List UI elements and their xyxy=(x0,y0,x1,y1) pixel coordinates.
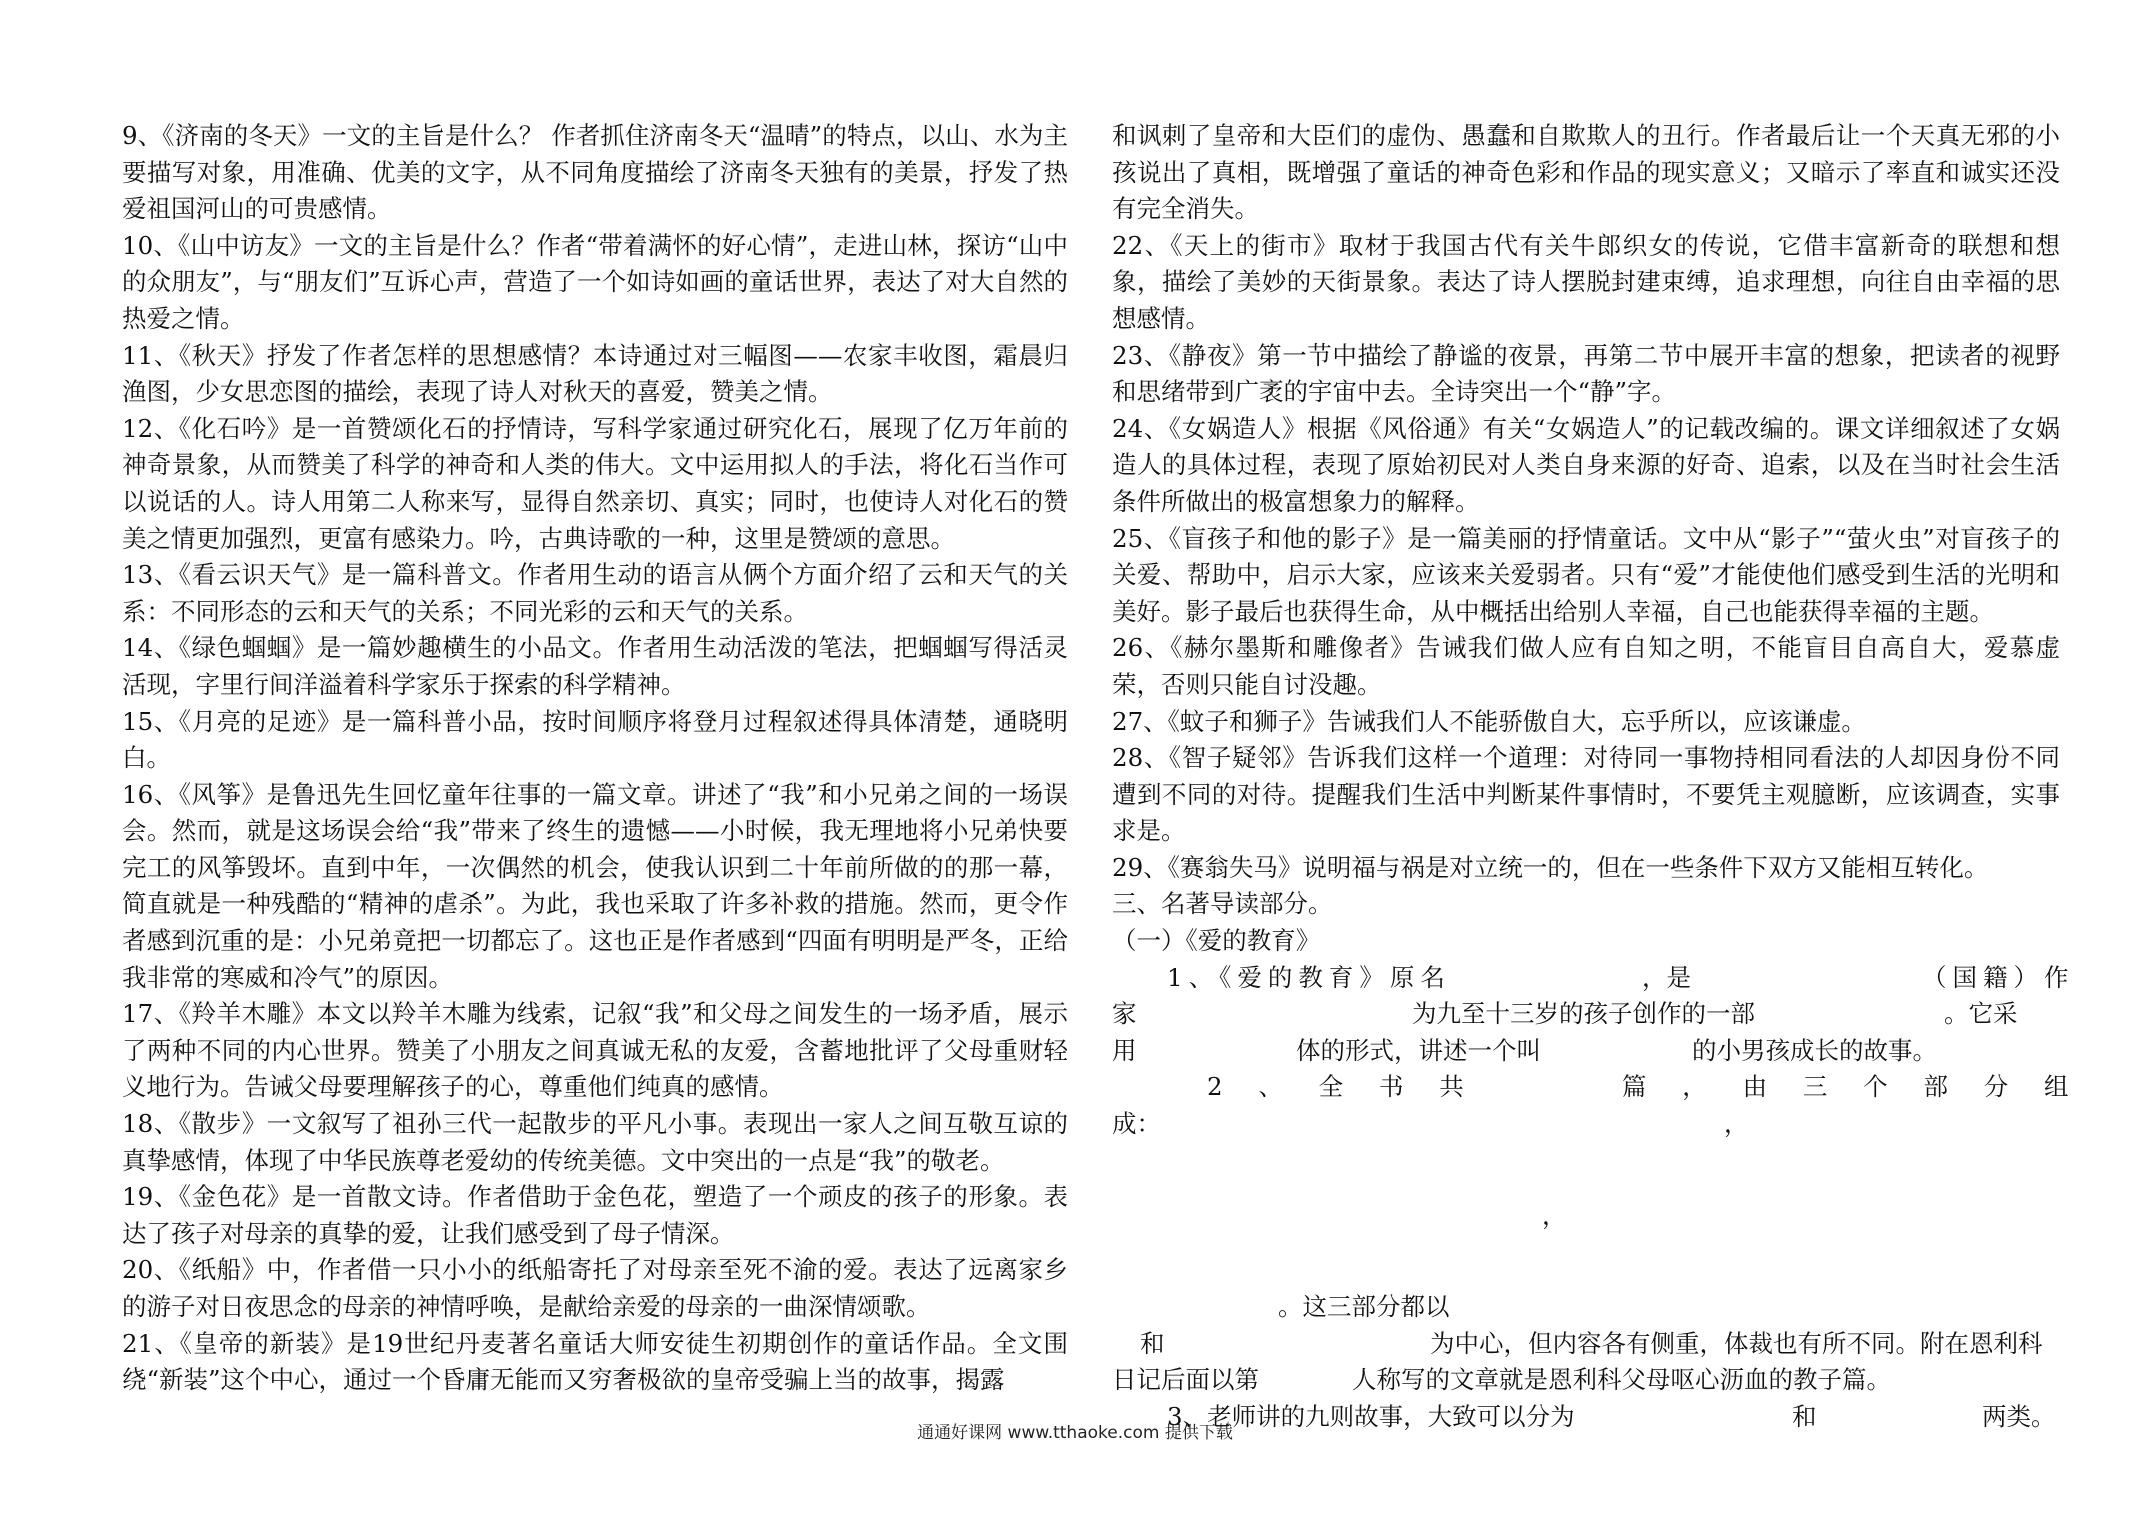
paragraph-20: 20、《纸船》中，作者借一只小小的纸船寄托了对母亲至死不渝的爱。表达了远离家乡的游子对日夜思念的母亲的神情呼唤，是献给亲爱的母亲的一曲深情颂歌。 xyxy=(122,1255,1068,1321)
q3-line-1: 3、老师讲的九则故事，大致可以分为 和 两类。 xyxy=(1167,1402,2056,1431)
q2-line-3: ， xyxy=(1542,1200,1567,1230)
q1-line-3: 用 体的形式，讲述一个叫 的小男孩成长的故事。 xyxy=(1112,1035,1937,1065)
q1-line-1: 1、《爱的教育》原名 ，是 （国籍）作 xyxy=(1167,962,2075,992)
paragraph-21: 21、《皇帝的新装》是19世纪丹麦著名童话大师安徒生初期创作的童话作品。全文围绕“新装”这个中心，通过一个昏庸无能而又穷奢极欲的皇帝受骗上当的故事，揭露 xyxy=(122,1328,1068,1395)
paragraph-14: 14、《绿色蝈蝈》是一篇妙趣横生的小品文。作者用生动活泼的笔法，把蝈蝈写得活灵活现，字里行间洋溢着科学家乐于探索的科学精神。 xyxy=(122,633,1068,699)
paragraph-21-continued: 和讽刺了皇帝和大臣们的虚伪、愚蠢和自欺欺人的丑行。作者最后让一个天真无邪的小孩说出了真相，既增强了童话的神奇色彩和作品的现实意义；又暗示了率直和诚实还没有完全消失。 xyxy=(1112,121,2060,224)
paragraph-19: 19、《金色花》是一首散文诗。作者借助于金色花，塑造了一个顽皮的孩子的形象。表达了孩子对母亲的真挚的爱，让我们感受到了母子情深。 xyxy=(122,1182,1068,1248)
left-column xyxy=(122,118,1068,1399)
q2-line-5: 和 为中心，但内容各有侧重，体裁也有所不同。附在恩利科 xyxy=(1140,1328,2043,1358)
page-footer: 通通好课网 www.tthaoke.com 提供下载 xyxy=(917,1423,1233,1443)
paragraph-22: 22、《天上的街市》取材于我国古代有关牛郎织女的传说，它借丰富新奇的联想和想象，描绘了美妙的天街景象。表达了诗人摆脱封建束缚，追求理想，向往自由幸福的思想感情。 xyxy=(1112,230,2060,333)
paragraph-26: 26、《赫尔墨斯和雕像者》告诫我们做人应有自知之明，不能盲目自高自大，爱慕虚荣，否则只能自讨没趣。 xyxy=(1112,633,2060,699)
paragraph-10: 10、《山中访友》一文的主旨是什么？作者“带着满怀的好心情”，走进山林，探访“山中的众朋友”，与“朋友们”互诉心声，营造了一个如诗如画的童话世界，表达了对大自然的热爱之情。 xyxy=(122,230,1068,333)
q2-line-2: 成： ， xyxy=(1112,1109,1749,1139)
paragraph-16: 16、《风筝》是鲁迅先生回忆童年往事的一篇文章。讲述了“我”和小兄弟之间的一场误会。然而，就是这场误会给“我”带来了终生的遗憾——小时候，我无理地将小兄弟快要完工的风筝毁坏。直到中年，一次偶然的机会，使我认识到二十年前所做的的那一幕，简直就是一种残酷的“精神的虐杀”。为此，我也采取了许多补救的措施。然而，更令作者感到沉重的是：小兄弟竟把一切都忘了。这也正是作者感到“四面有明明是严冬，正给我非常的寒威和冷气”的原因。 xyxy=(122,779,1068,992)
paragraph-15: 15、《月亮的足迹》是一篇科普小品，按时间顺序将登月过程叙述得具体清楚，通晓明白。 xyxy=(122,706,1068,773)
paragraph-13: 13、《看云识天气》是一篇科普文。作者用生动的语言从俩个方面介绍了云和天气的关系：不同形态的云和天气的关系；不同光彩的云和天气的关系。 xyxy=(122,560,1068,626)
right-column xyxy=(1112,118,2083,1436)
paragraph-12: 12、《化石吟》是一首赞颂化石的抒情诗，写科学家通过研究化石，展现了亿万年前的神奇景象，从而赞美了科学的神奇和人类的伟大。文中运用拟人的手法，将化石当作可以说话的人。诗人用第二人称来写，显得自然亲切、真实；同时，也使诗人对化石的赞美之情更加强烈，更富有感染力。吟，古典诗歌的一种，这里是赞颂的意思。 xyxy=(122,413,1068,553)
q2-line-1: 2 、 全 书 共 篇 ， 由 三 个 部 分 组 xyxy=(1207,1072,2083,1102)
sub-heading: （一）《爱的教育》 xyxy=(1112,926,1321,956)
q2-line-6: 日记后面以第 人称写的文章就是恩利科父母呕心沥血的教子篇。 xyxy=(1112,1365,1891,1395)
paragraph-17: 17、《羚羊木雕》本文以羚羊木雕为线索，记叙“我”和父母之间发生的一场矛盾，展示了两种不同的内心世界。赞美了小朋友之间真诚无私的友爱，含蓄地批评了父母重财轻义地行为。告诫父母要理解孩子的心，尊重他们纯真的感情。 xyxy=(122,999,1068,1102)
paragraph-25: 25、《盲孩子和他的影子》是一篇美丽的抒情童话。文中从“影子”“萤火虫”对盲孩子的关爱、帮助中，启示大家，应该来关爱弱者。只有“爱”才能使他们感受到生活的光明和美好。影子最后也获得生命，从中概括出给别人幸福，自己也能获得幸福的主题。 xyxy=(1112,523,2060,626)
paragraph-18: 18、《散步》一文叙写了祖孙三代一起散步的平凡小事。表现出一家人之间互敬互谅的真挚感情，体现了中华民族尊老爱幼的传统美德。文中突出的一点是“我”的敬老。 xyxy=(122,1109,1068,1175)
section-heading: 三、名著导读部分。 xyxy=(1112,889,1333,919)
q1-line-2: 家 为九至十三岁的孩子创作的一部 。它采 xyxy=(1112,999,2018,1029)
paragraph-27: 27、《蚊子和狮子》告诫我们人不能骄傲自大，忘乎所以，应该谦虚。 xyxy=(1112,706,1866,736)
paragraph-9: 9、《济南的冬天》一文的主旨是什么？ 作者抓住济南冬天“温晴”的特点，以山、水为主要描写对象，用准确、优美的文字，从不同角度描绘了济南冬天独有的美景，抒发了热爱祖国河山的可贵感情。 xyxy=(122,121,1068,224)
question-2 xyxy=(1112,1069,2083,1399)
paragraph-29: 29、《赛翁失马》说明福与祸是对立统一的，但在一些条件下双方又能相互转化。 xyxy=(1112,852,1989,882)
paragraph-24: 24、《女娲造人》根据《风俗通》有关“女娲造人”的记载改编的。课文详细叙述了女娲造人的具体过程，表现了原始初民对人类自身来源的好奇、追索，以及在当时社会生活条件所做出的极富想象力的解释。 xyxy=(1112,413,2060,516)
paragraph-23: 23、《静夜》第一节中描绘了静谧的夜景，再第二节中展开丰富的想象，把读者的视野和思绪带到广袤的宇宙中去。全诗突出一个“静”字。 xyxy=(1112,340,2060,407)
q2-line-4: 。这三部分都以 xyxy=(1278,1292,1450,1322)
paragraph-28: 28、《智子疑邻》告诉我们这样一个道理：对待同一事物持相同看法的人却因身份不同遭到不同的对待。提醒我们生活中判断某件事情时，不要凭主观臆断，应该调查，实事求是。 xyxy=(1112,743,2060,846)
question-1 xyxy=(1112,960,2075,1070)
paragraph-11: 11、《秋天》抒发了作者怎样的思想感情？本诗通过对三幅图——农家丰收图，霜晨归渔图，少女思恋图的描绘，表现了诗人对秋天的喜爱，赞美之情。 xyxy=(122,340,1068,407)
